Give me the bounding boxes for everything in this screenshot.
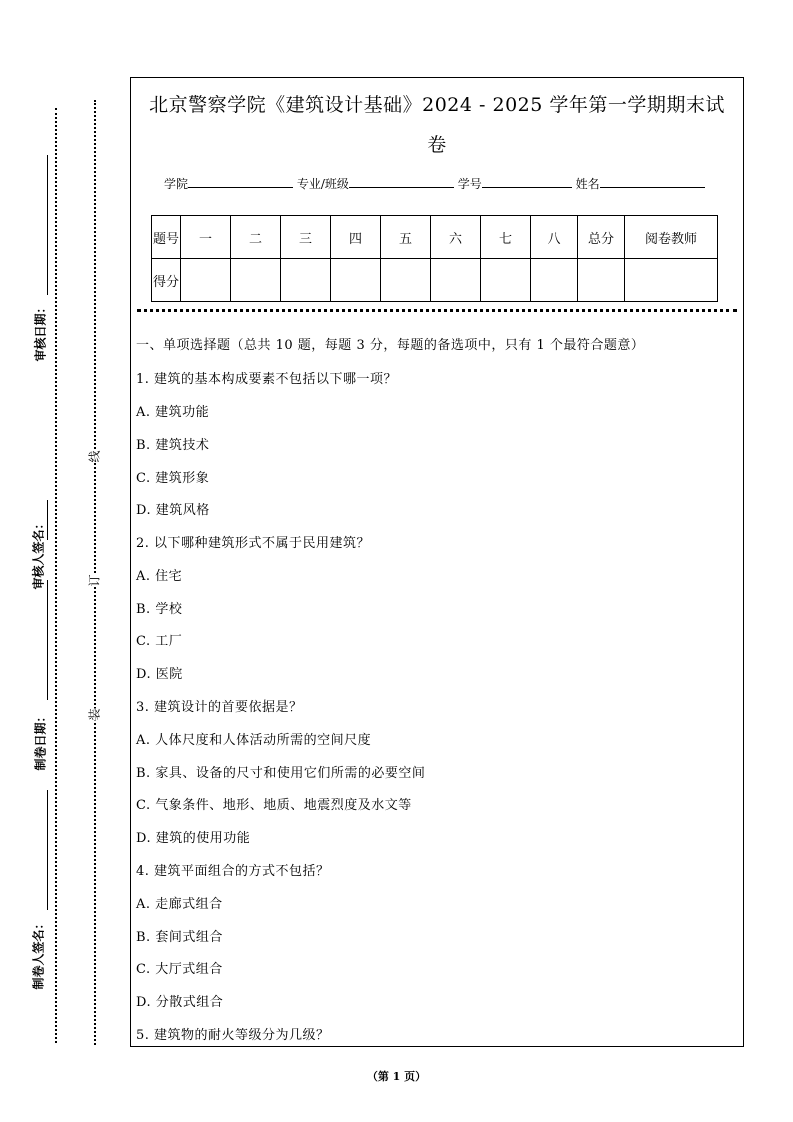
exam-title-line1: 北京警察学院《建筑设计基础》2024 - 2025 学年第一学期期末试 (149, 94, 725, 116)
score-header-cell: 二 (231, 216, 281, 259)
option-line: D. 建筑风格 (136, 503, 210, 518)
option-line: A. 住宅 (136, 569, 183, 584)
score-cell[interactable] (531, 259, 578, 302)
score-header-cell: 阅卷教师 (625, 216, 718, 259)
score-header-cell: 五 (381, 216, 431, 259)
option-line: B. 建筑技术 (136, 438, 210, 453)
maker-sign-line (47, 790, 48, 910)
option-line: D. 分散式组合 (136, 995, 224, 1010)
score-cell[interactable] (481, 259, 531, 302)
score-table-header-row (152, 216, 718, 259)
score-cell[interactable] (331, 259, 381, 302)
question-line: 5. 建筑物的耐火等级分为几级？ (136, 1028, 330, 1043)
college-field[interactable] (188, 175, 293, 188)
exam-title-line2: 卷 (427, 134, 447, 156)
score-header-cell: 总分 (578, 216, 625, 259)
student-info (164, 175, 705, 192)
score-table-score-row (152, 259, 718, 302)
question-line: 4. 建筑平面组合的方式不包括？ (136, 864, 330, 879)
option-line: B. 家具、设备的尺寸和使用它们所需的必要空间 (136, 766, 426, 781)
page-number: （第 1 页） (366, 1070, 427, 1083)
binding-mark-staple: 订 (87, 574, 102, 587)
option-line: C. 工厂 (136, 634, 183, 649)
score-cell[interactable] (281, 259, 331, 302)
score-cell[interactable] (578, 259, 625, 302)
option-line: D. 建筑的使用功能 (136, 831, 251, 846)
score-header-cell: 题号 (152, 216, 181, 259)
maker-sign-label: 制卷人签名： (31, 917, 46, 990)
student-id-label: 学号 (457, 177, 482, 191)
make-date-line (47, 580, 48, 700)
question-line: 3. 建筑设计的首要依据是？ (136, 700, 303, 715)
major-field[interactable] (349, 175, 454, 188)
option-line: A. 人体尺度和人体活动所需的空间尺度 (136, 733, 372, 748)
score-header-cell: 一 (181, 216, 231, 259)
left-dotted-line (55, 108, 57, 1043)
student-id-field[interactable] (482, 175, 572, 188)
major-label: 专业/班级 (296, 177, 349, 191)
separator-dotted (137, 309, 737, 312)
section-heading: 一、单项选择题（总共 10 题，每题 3 分，每题的备选项中，只有 1 个最符合题意） (136, 338, 645, 353)
question-line: 1. 建筑的基本构成要素不包括以下哪一项？ (136, 372, 398, 387)
option-line: B. 套间式组合 (136, 930, 223, 945)
score-cell[interactable] (625, 259, 718, 302)
question-line: 2. 以下哪种建筑形式不属于民用建筑？ (136, 536, 371, 551)
option-line: D. 医院 (136, 667, 183, 682)
review-date-line (47, 155, 48, 295)
score-cell[interactable] (231, 259, 281, 302)
binding-mark-bind: 装 (87, 708, 102, 721)
option-line: A. 建筑功能 (136, 405, 210, 420)
reviewer-sign-label: 审核人签名： (31, 517, 46, 590)
score-header-cell: 三 (281, 216, 331, 259)
binding-dotted-line (94, 100, 96, 1045)
score-cell[interactable] (381, 259, 431, 302)
option-line: A. 走廊式组合 (136, 897, 223, 912)
score-cell[interactable] (181, 259, 231, 302)
review-date-label: 审核日期： (33, 301, 48, 362)
score-cell[interactable] (431, 259, 481, 302)
score-header-cell: 四 (331, 216, 381, 259)
exam-frame (130, 77, 744, 1047)
score-row-label: 得分 (152, 259, 181, 302)
option-line: C. 气象条件、地形、地质、地震烈度及水文等 (136, 798, 412, 813)
score-table (151, 215, 718, 302)
score-header-cell: 八 (531, 216, 578, 259)
option-line: C. 建筑形象 (136, 471, 210, 486)
make-date-label: 制卷日期： (33, 710, 48, 771)
score-header-cell: 六 (431, 216, 481, 259)
name-label: 姓名 (575, 177, 600, 191)
score-header-cell: 七 (481, 216, 531, 259)
college-label: 学院 (164, 177, 189, 191)
binding-mark-line: 线 (87, 450, 102, 463)
name-field[interactable] (600, 175, 705, 188)
reviewer-sign-line (47, 500, 48, 540)
option-line: B. 学校 (136, 602, 183, 617)
option-line: C. 大厅式组合 (136, 962, 223, 977)
